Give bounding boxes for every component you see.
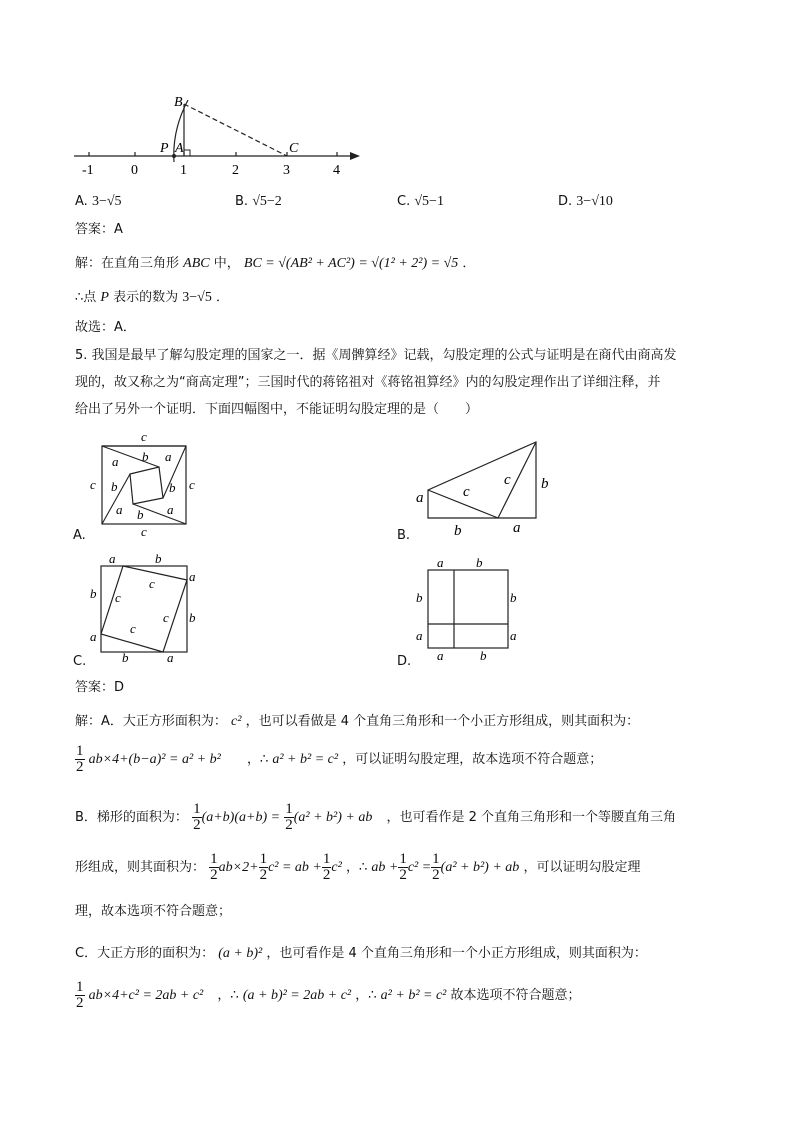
label-b: b <box>476 555 483 570</box>
label-a: a <box>416 490 424 506</box>
tick-label: 2 <box>232 163 239 178</box>
solution-text: ，∴ <box>345 860 368 875</box>
option-c <box>397 192 444 212</box>
solution-text: 解：在直角三角形 <box>75 256 180 271</box>
formula: (a² + b²) + ab <box>293 810 373 825</box>
solution-text: ． <box>216 290 230 305</box>
q5-text-line1: 5. 我国是最早了解勾股定理的国家之一．据《周髀算经》记载，勾股定理的公式与证明是在商代由商高发 <box>75 348 677 363</box>
solution-text: ，也可看作是 2 个直角三角形和一个等腰直角三角 <box>386 810 677 825</box>
formula: (a + b)² = 2ab + c² <box>242 988 352 1003</box>
option-a <box>75 192 122 212</box>
formula: (a+b)(a+b) = <box>201 810 281 825</box>
option-letter: B. <box>235 194 249 209</box>
formula: c² = <box>407 860 432 875</box>
tick-label: 3 <box>283 163 290 178</box>
label-c: c <box>141 429 147 444</box>
label-b: b <box>142 449 149 464</box>
figure-b-caption: B. <box>397 528 411 543</box>
formula: c² <box>231 714 242 729</box>
fraction-half: $\frac{1}{2}$ <box>432 851 440 883</box>
fraction-half: $\frac{1}{2}$ <box>76 743 84 775</box>
formula: ab×2+ <box>218 860 259 875</box>
option-letter: D. <box>558 194 573 209</box>
q5-solution-b-line3: 理，故本选项不符合题意； <box>75 904 232 919</box>
q4-solution-line3: 故选：A． <box>75 320 136 335</box>
solution-text: ，∴ <box>217 988 239 1003</box>
label-a: a <box>167 650 174 664</box>
solution-text: ，可以证明勾股定理 <box>523 860 641 875</box>
label-c: c <box>163 610 169 625</box>
figure-c-caption: C. <box>73 654 87 669</box>
formula: (a + b)² <box>218 946 263 961</box>
point-a-label: A <box>175 141 184 156</box>
figure-a <box>85 428 205 540</box>
label-a: a <box>510 628 517 643</box>
formula: a² + b² = c² <box>272 752 339 767</box>
label-a: a <box>112 454 119 469</box>
label-c: c <box>130 621 136 636</box>
label-b: b <box>169 480 176 495</box>
label-a: a <box>167 502 174 517</box>
label-a: a <box>513 520 521 536</box>
label-a: a <box>437 555 444 570</box>
formula: a² + b² = c² <box>380 988 447 1003</box>
label-b: b <box>189 610 196 625</box>
q5-solution-a-line1 <box>75 712 639 732</box>
solution-text: ，也可以看做是 4 个直角三角形和一个小正方形组成，则其面积为： <box>245 714 640 729</box>
q5-solution-c-line1 <box>75 944 647 964</box>
solution-text: 中， <box>213 256 240 271</box>
label-b: b <box>480 648 487 663</box>
fraction-half: $\frac{1}{2}$ <box>259 851 268 883</box>
tick-label: 1 <box>180 163 187 178</box>
solution-text: 故本选项不符合题意； <box>450 988 581 1003</box>
q5-text-line3: 给出了另外一个证明．下面四幅图中，不能证明勾股定理的是（ ） <box>75 402 479 417</box>
fraction-half: $\frac{1}{2}$ <box>322 851 331 883</box>
solution-text: 解：A．大正方形面积为： <box>75 714 227 729</box>
label-c: c <box>504 472 511 488</box>
q4-answer: 答案：A <box>75 222 123 237</box>
formula: (a² + b²) + ab <box>440 860 520 875</box>
q5-solution-b-line1 <box>75 800 676 836</box>
option-d <box>558 192 613 212</box>
label-c: c <box>463 484 470 500</box>
label-b: b <box>454 523 462 539</box>
q4-solution-line1 <box>75 254 475 274</box>
q5-solution-c-line2 <box>75 978 581 1014</box>
solution-text: ，∴ <box>355 988 377 1003</box>
formula: ab×4+c² = 2ab + c² <box>88 988 204 1003</box>
label-b: b <box>111 479 118 494</box>
label-a: a <box>116 502 123 517</box>
option-letter: C. <box>397 194 411 209</box>
tick-label: 4 <box>333 163 340 178</box>
tick-label: 0 <box>131 163 138 178</box>
formula: 3−√5 <box>182 290 212 305</box>
label-a: a <box>416 628 423 643</box>
option-expr: √5−2 <box>252 194 282 209</box>
point-p-label: P <box>160 141 169 156</box>
fraction-half: $\frac{1}{2}$ <box>399 851 407 883</box>
option-expr: 3−√5 <box>91 194 122 209</box>
option-letter: A. <box>75 194 88 209</box>
label-c: c <box>90 477 96 492</box>
solution-text: ，也可看作是 4 个直角三角形和一个小正方形组成，则其面积为： <box>266 946 647 961</box>
option-b <box>235 192 282 212</box>
label-a: a <box>109 551 116 566</box>
label-a: a <box>437 648 444 663</box>
label-c: c <box>141 524 147 539</box>
point-name: P <box>100 290 109 305</box>
label-b: b <box>541 476 549 492</box>
figure-c <box>85 550 205 664</box>
label-b: b <box>90 586 97 601</box>
label-b: b <box>416 590 423 605</box>
label-a: a <box>189 569 196 584</box>
figure-d <box>410 552 530 664</box>
label-b: b <box>155 551 162 566</box>
figure-a-caption: A. <box>73 528 86 543</box>
q5-answer: 答案：D <box>75 680 125 695</box>
formula: BC = √(AB² + AC²) = √(1² + 2²) = √5 <box>243 256 459 271</box>
fraction-half: $\frac{1}{2}$ <box>285 801 293 833</box>
q5-solution-a-line2 <box>75 742 602 778</box>
point-b-label: B <box>174 95 183 110</box>
label-a: a <box>90 629 97 644</box>
label-c: c <box>189 477 195 492</box>
solution-text: ，∴ <box>246 752 269 767</box>
label-a: a <box>165 449 172 464</box>
option-expr: √5−1 <box>414 194 444 209</box>
label-b: b <box>510 590 517 605</box>
formula: ab + <box>371 860 399 875</box>
point-c-label: C <box>289 141 299 156</box>
solution-text: ． <box>462 256 476 271</box>
solution-text: ，可以证明勾股定理，故本选项不符合题意； <box>342 752 603 767</box>
solution-text: C．大正方形的面积为： <box>75 946 215 961</box>
figure-d-caption: D. <box>397 654 412 669</box>
formula: ab×4+(b−a)² = a² + b² <box>88 752 221 767</box>
solution-text: 表示的数为 <box>113 290 179 305</box>
label-c: c <box>115 590 121 605</box>
option-expr: 3−√10 <box>576 194 613 209</box>
figure-b <box>408 432 558 540</box>
triangle-name: ABC <box>183 256 210 271</box>
q4-solution-line2 <box>75 288 229 308</box>
label-c: c <box>149 576 155 591</box>
label-b: b <box>137 507 144 522</box>
solution-text: B．梯形的面积为： <box>75 810 188 825</box>
solution-text: 形组成，则其面积为： <box>75 860 206 875</box>
formula: c² <box>331 860 342 875</box>
solution-text: ∴点 <box>75 290 97 305</box>
fraction-half: $\frac{1}{2}$ <box>210 851 218 883</box>
q5-solution-b-line2 <box>75 850 640 886</box>
q5-text-line2: 现的，故又称之为“商高定理”；三国时代的蒋铭祖对《蒋铭祖算经》内的勾股定理作出了详细注释，并 <box>75 375 661 390</box>
tick-label: -1 <box>82 163 94 178</box>
fraction-half: $\frac{1}{2}$ <box>76 979 84 1011</box>
formula: c² = ab + <box>268 860 322 875</box>
number-line-figure <box>60 90 380 186</box>
fraction-half: $\frac{1}{2}$ <box>193 801 201 833</box>
label-b: b <box>122 650 129 664</box>
